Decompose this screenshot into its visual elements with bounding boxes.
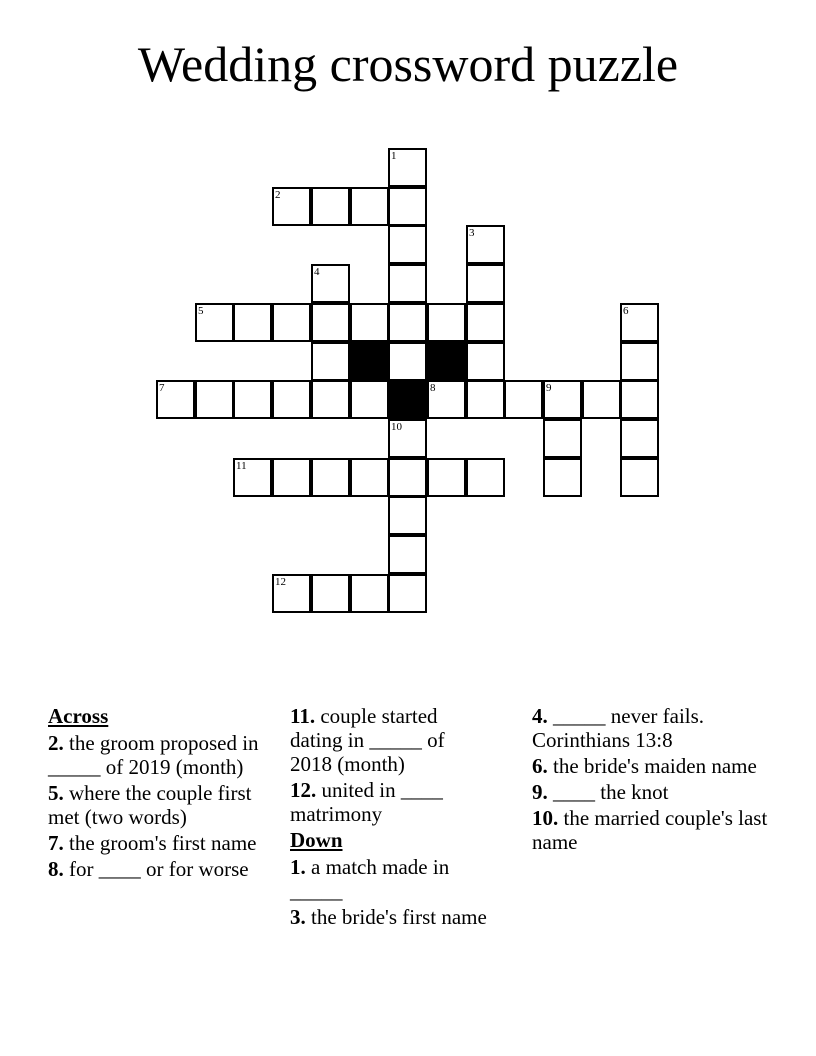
clue-number: 3. bbox=[290, 905, 306, 929]
clue-down-4 bbox=[532, 704, 772, 752]
crossword-cell[interactable] bbox=[466, 264, 505, 303]
clue-down-3 bbox=[290, 905, 490, 929]
clue-number: 8. bbox=[48, 857, 64, 881]
crossword-cell[interactable] bbox=[350, 574, 389, 613]
crossword-cell[interactable] bbox=[311, 303, 350, 342]
cell-number: 12 bbox=[275, 576, 286, 588]
crossword-cell[interactable] bbox=[388, 574, 427, 613]
clue-number: 9. bbox=[532, 780, 548, 804]
clues-column-3 bbox=[532, 704, 772, 856]
crossword-cell[interactable] bbox=[504, 380, 543, 419]
crossword-cell[interactable] bbox=[311, 380, 350, 419]
clue-number: 4. bbox=[532, 704, 548, 728]
crossword-cell[interactable] bbox=[620, 380, 659, 419]
crossword-cell[interactable] bbox=[195, 303, 234, 342]
crossword-cell[interactable] bbox=[427, 380, 466, 419]
clue-number: 7. bbox=[48, 831, 64, 855]
crossword-cell[interactable] bbox=[233, 380, 272, 419]
clue-across-2 bbox=[48, 731, 276, 779]
clue-number: 1. bbox=[290, 855, 306, 879]
black-cell bbox=[350, 342, 389, 381]
crossword-cell[interactable] bbox=[388, 496, 427, 535]
crossword-cell[interactable] bbox=[272, 574, 311, 613]
crossword-cell[interactable] bbox=[272, 380, 311, 419]
cell-number: 9 bbox=[546, 382, 552, 394]
clue-text: couple started dating in _____ of 2018 (month) bbox=[290, 704, 445, 776]
clue-text: the bride's maiden name bbox=[553, 754, 757, 778]
crossword-cell[interactable] bbox=[466, 380, 505, 419]
crossword-cell[interactable] bbox=[311, 187, 350, 226]
clue-text: where the couple first met (two words) bbox=[48, 781, 252, 829]
clue-across-12 bbox=[290, 778, 490, 826]
clue-down-6 bbox=[532, 754, 772, 778]
clues-column-2 bbox=[290, 704, 490, 931]
crossword-cell[interactable] bbox=[272, 187, 311, 226]
crossword-cell[interactable] bbox=[311, 342, 350, 381]
crossword-cell[interactable] bbox=[427, 458, 466, 497]
crossword-cell[interactable] bbox=[311, 458, 350, 497]
clue-down-1 bbox=[290, 855, 490, 903]
clue-text: the groom proposed in _____ of 2019 (month) bbox=[48, 731, 259, 779]
clue-number: 10. bbox=[532, 806, 559, 830]
crossword-cell[interactable] bbox=[156, 380, 195, 419]
clue-text: _____ never fails. Corinthians 13:8 bbox=[532, 704, 705, 752]
crossword-cell[interactable] bbox=[388, 264, 427, 303]
crossword-cell[interactable] bbox=[272, 303, 311, 342]
clue-across-11 bbox=[290, 704, 490, 776]
cell-number: 3 bbox=[469, 227, 475, 239]
crossword-cell[interactable] bbox=[620, 342, 659, 381]
crossword-cell[interactable] bbox=[388, 535, 427, 574]
crossword-cell[interactable] bbox=[272, 458, 311, 497]
crossword-cell[interactable] bbox=[350, 187, 389, 226]
crossword-cell[interactable] bbox=[388, 303, 427, 342]
crossword-cell[interactable] bbox=[388, 187, 427, 226]
cell-number: 6 bbox=[623, 305, 629, 317]
cell-number: 8 bbox=[430, 382, 436, 394]
clue-number: 2. bbox=[48, 731, 64, 755]
crossword-cell[interactable] bbox=[466, 458, 505, 497]
crossword-cell[interactable] bbox=[350, 380, 389, 419]
black-cell bbox=[427, 342, 466, 381]
crossword-cell[interactable] bbox=[311, 574, 350, 613]
crossword-cell[interactable] bbox=[620, 458, 659, 497]
clue-number: 6. bbox=[532, 754, 548, 778]
clue-text: united in ____ matrimony bbox=[290, 778, 443, 826]
cell-number: 1 bbox=[391, 150, 397, 162]
crossword-cell[interactable] bbox=[388, 342, 427, 381]
crossword-cell[interactable] bbox=[233, 458, 272, 497]
cell-number: 2 bbox=[275, 189, 281, 201]
down-heading: Down bbox=[290, 828, 343, 852]
crossword-cell[interactable] bbox=[388, 148, 427, 187]
crossword-cell[interactable] bbox=[195, 380, 234, 419]
crossword-cell[interactable] bbox=[388, 419, 427, 458]
crossword-cell[interactable] bbox=[543, 419, 582, 458]
clue-text: the groom's first name bbox=[69, 831, 257, 855]
clue-across-7 bbox=[48, 831, 276, 855]
clue-across-5 bbox=[48, 781, 276, 829]
crossword-cell[interactable] bbox=[466, 303, 505, 342]
clue-down-9 bbox=[532, 780, 772, 804]
crossword-cell[interactable] bbox=[620, 303, 659, 342]
crossword-cell[interactable] bbox=[582, 380, 621, 419]
clue-text: for ____ or for worse bbox=[69, 857, 249, 881]
clue-number: 5. bbox=[48, 781, 64, 805]
clue-text: ____ the knot bbox=[553, 780, 669, 804]
black-cell bbox=[388, 380, 427, 419]
clues-column-1 bbox=[48, 704, 276, 883]
crossword-cell[interactable] bbox=[350, 303, 389, 342]
crossword-cell[interactable] bbox=[620, 419, 659, 458]
crossword-cell[interactable] bbox=[350, 458, 389, 497]
cell-number: 10 bbox=[391, 421, 402, 433]
cell-number: 4 bbox=[314, 266, 320, 278]
crossword-cell[interactable] bbox=[543, 458, 582, 497]
crossword-cell[interactable] bbox=[466, 225, 505, 264]
clue-text: a match made in _____ bbox=[290, 855, 450, 903]
crossword-cell[interactable] bbox=[311, 264, 350, 303]
clue-text: the married couple's last name bbox=[532, 806, 768, 854]
cell-number: 7 bbox=[159, 382, 165, 394]
crossword-cell[interactable] bbox=[466, 342, 505, 381]
crossword-cell[interactable] bbox=[388, 225, 427, 264]
clue-number: 11. bbox=[290, 704, 316, 728]
crossword-cell[interactable] bbox=[233, 303, 272, 342]
clue-number: 12. bbox=[290, 778, 317, 802]
crossword-cell[interactable] bbox=[427, 303, 466, 342]
cell-number: 5 bbox=[198, 305, 204, 317]
clue-down-10 bbox=[532, 806, 772, 854]
clue-across-8 bbox=[48, 857, 276, 881]
page-title: Wedding crossword puzzle bbox=[137, 36, 679, 92]
crossword-cell[interactable] bbox=[388, 458, 427, 497]
clue-text: the bride's first name bbox=[311, 905, 487, 929]
crossword-cell[interactable] bbox=[543, 380, 582, 419]
across-heading: Across bbox=[48, 704, 109, 728]
cell-number: 11 bbox=[236, 460, 247, 472]
